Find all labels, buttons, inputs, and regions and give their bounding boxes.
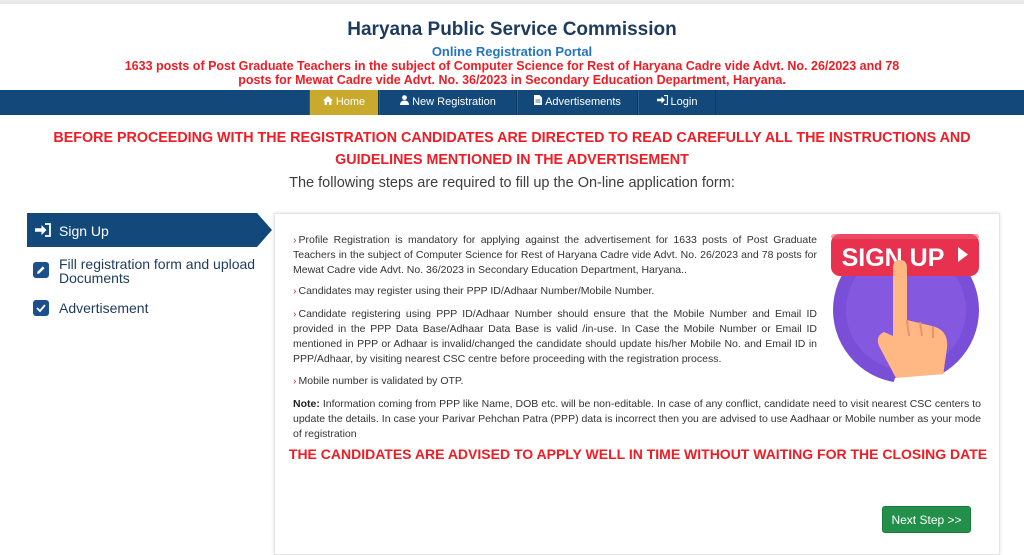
nav-home[interactable] — [309, 90, 379, 115]
sign-up-illustration — [827, 228, 985, 384]
chevron-right-icon: › — [293, 375, 297, 387]
sidebar-item-sign-up[interactable] — [27, 213, 257, 247]
steps-heading: The following steps are required to fill up the On-line application form: — [289, 175, 735, 191]
home-icon — [323, 90, 333, 115]
document-icon — [534, 90, 542, 115]
chevron-right-icon: › — [293, 308, 297, 320]
instruction-text: Mobile number is validated by OTP. — [298, 375, 464, 387]
edit-icon — [33, 262, 49, 278]
ppp-note — [293, 397, 981, 442]
sidebar-item-label: Sign Up — [59, 223, 109, 239]
sidebar-item-advertisement[interactable] — [27, 297, 257, 321]
apply-in-time-warning: THE CANDIDATES ARE ADVISED TO APPLY WELL IN TIME WITHOUT WAITING FOR THE CLOSING DATE — [288, 446, 988, 462]
chevron-right-icon: › — [293, 285, 297, 297]
instruction-text: Candidates may register using their PPP ID/Adhaar Number/Mobile Number. — [298, 285, 655, 297]
registration-warning: BEFORE PROCEEDING WITH THE REGISTRATION CANDIDATES ARE DIRECTED TO READ CAREFULLY ALL THE INSTRUCTIONS AND GUIDELINES MENTIONED IN THE ADVERTISEMENT — [53, 130, 971, 168]
chevron-right-icon: › — [293, 234, 297, 246]
sidebar-item-fill-registration[interactable] — [27, 253, 257, 293]
instruction-item — [293, 233, 817, 278]
sign-in-icon — [35, 223, 51, 242]
main-navbar — [0, 90, 1024, 115]
nav-login-label: Login — [670, 96, 698, 108]
sidebar-item-label: Fill registration form and upload Documents — [59, 256, 256, 286]
user-icon — [400, 90, 409, 115]
sign-up-image-text: SIGN UP — [841, 244, 945, 272]
nav-advertisements-label: Advertisements — [545, 96, 621, 108]
instruction-item — [293, 374, 817, 389]
recruitment-description: 1633 posts of Post Graduate Teachers in the subject of Computer Science for Rest of Haryana Cadre vide Advt. No. 26/2023 and 78 posts for Mewat Cadre vide Advt. No. 36/2023 in Secondary Education Department, Haryana. — [124, 59, 900, 87]
nav-home-label: Home — [335, 96, 366, 108]
nav-new-registration-label: New Registration — [412, 96, 496, 108]
page-header — [0, 4, 1024, 90]
note-label: Note: — [293, 398, 320, 410]
next-step-button[interactable]: Next Step >> — [882, 506, 971, 533]
instruction-text: Candidate registering using PPP ID/Adhaar Number should ensure that the Mobile Number and Email ID provided in the PPP Data Base/Adhaar Data Base is valid /in-use. In Case the Mobile Number or Email ID mentioned in PPP or Adhaar is invalid/changed the candidate should update his/her Mobile No. and Email ID in PPP/Adhaar, by visiting nearest CSC centre before proceeding with the registration process. — [293, 308, 817, 365]
instructions-panel — [274, 213, 1000, 555]
instruction-item — [293, 307, 817, 367]
instruction-item — [293, 284, 817, 299]
nav-advertisements[interactable] — [517, 90, 638, 115]
note-text: Information coming from PPP like Name, DOB etc. will be non-editable. In case of any conflict, candidate need to visit nearest CSC centers to update the details. In case your Parivar Pehchan Patra (PPP) data is incorrect then you are advised to use Aadhaar or Mobile number as your mode of registration — [293, 398, 981, 440]
sign-in-icon — [657, 90, 668, 115]
nav-login[interactable] — [638, 90, 716, 115]
checkbox-icon — [33, 300, 49, 316]
portal-subtitle: Online Registration Portal — [431, 44, 593, 59]
page-title: Haryana Public Service Commission — [347, 19, 677, 40]
instruction-text: Profile Registration is mandatory for applying against the advertisement for 1633 posts of Post Graduate Teachers in the subject of Computer Science for Rest of Haryana Cadre vide Advt. No. 26/2023 and 78 posts for Mewat Cadre vide Advt. No. 36/2023 in Secondary Education Department, Haryana.. — [293, 234, 817, 276]
sidebar-item-label: Advertisement — [59, 300, 149, 316]
nav-new-registration[interactable] — [379, 90, 517, 115]
